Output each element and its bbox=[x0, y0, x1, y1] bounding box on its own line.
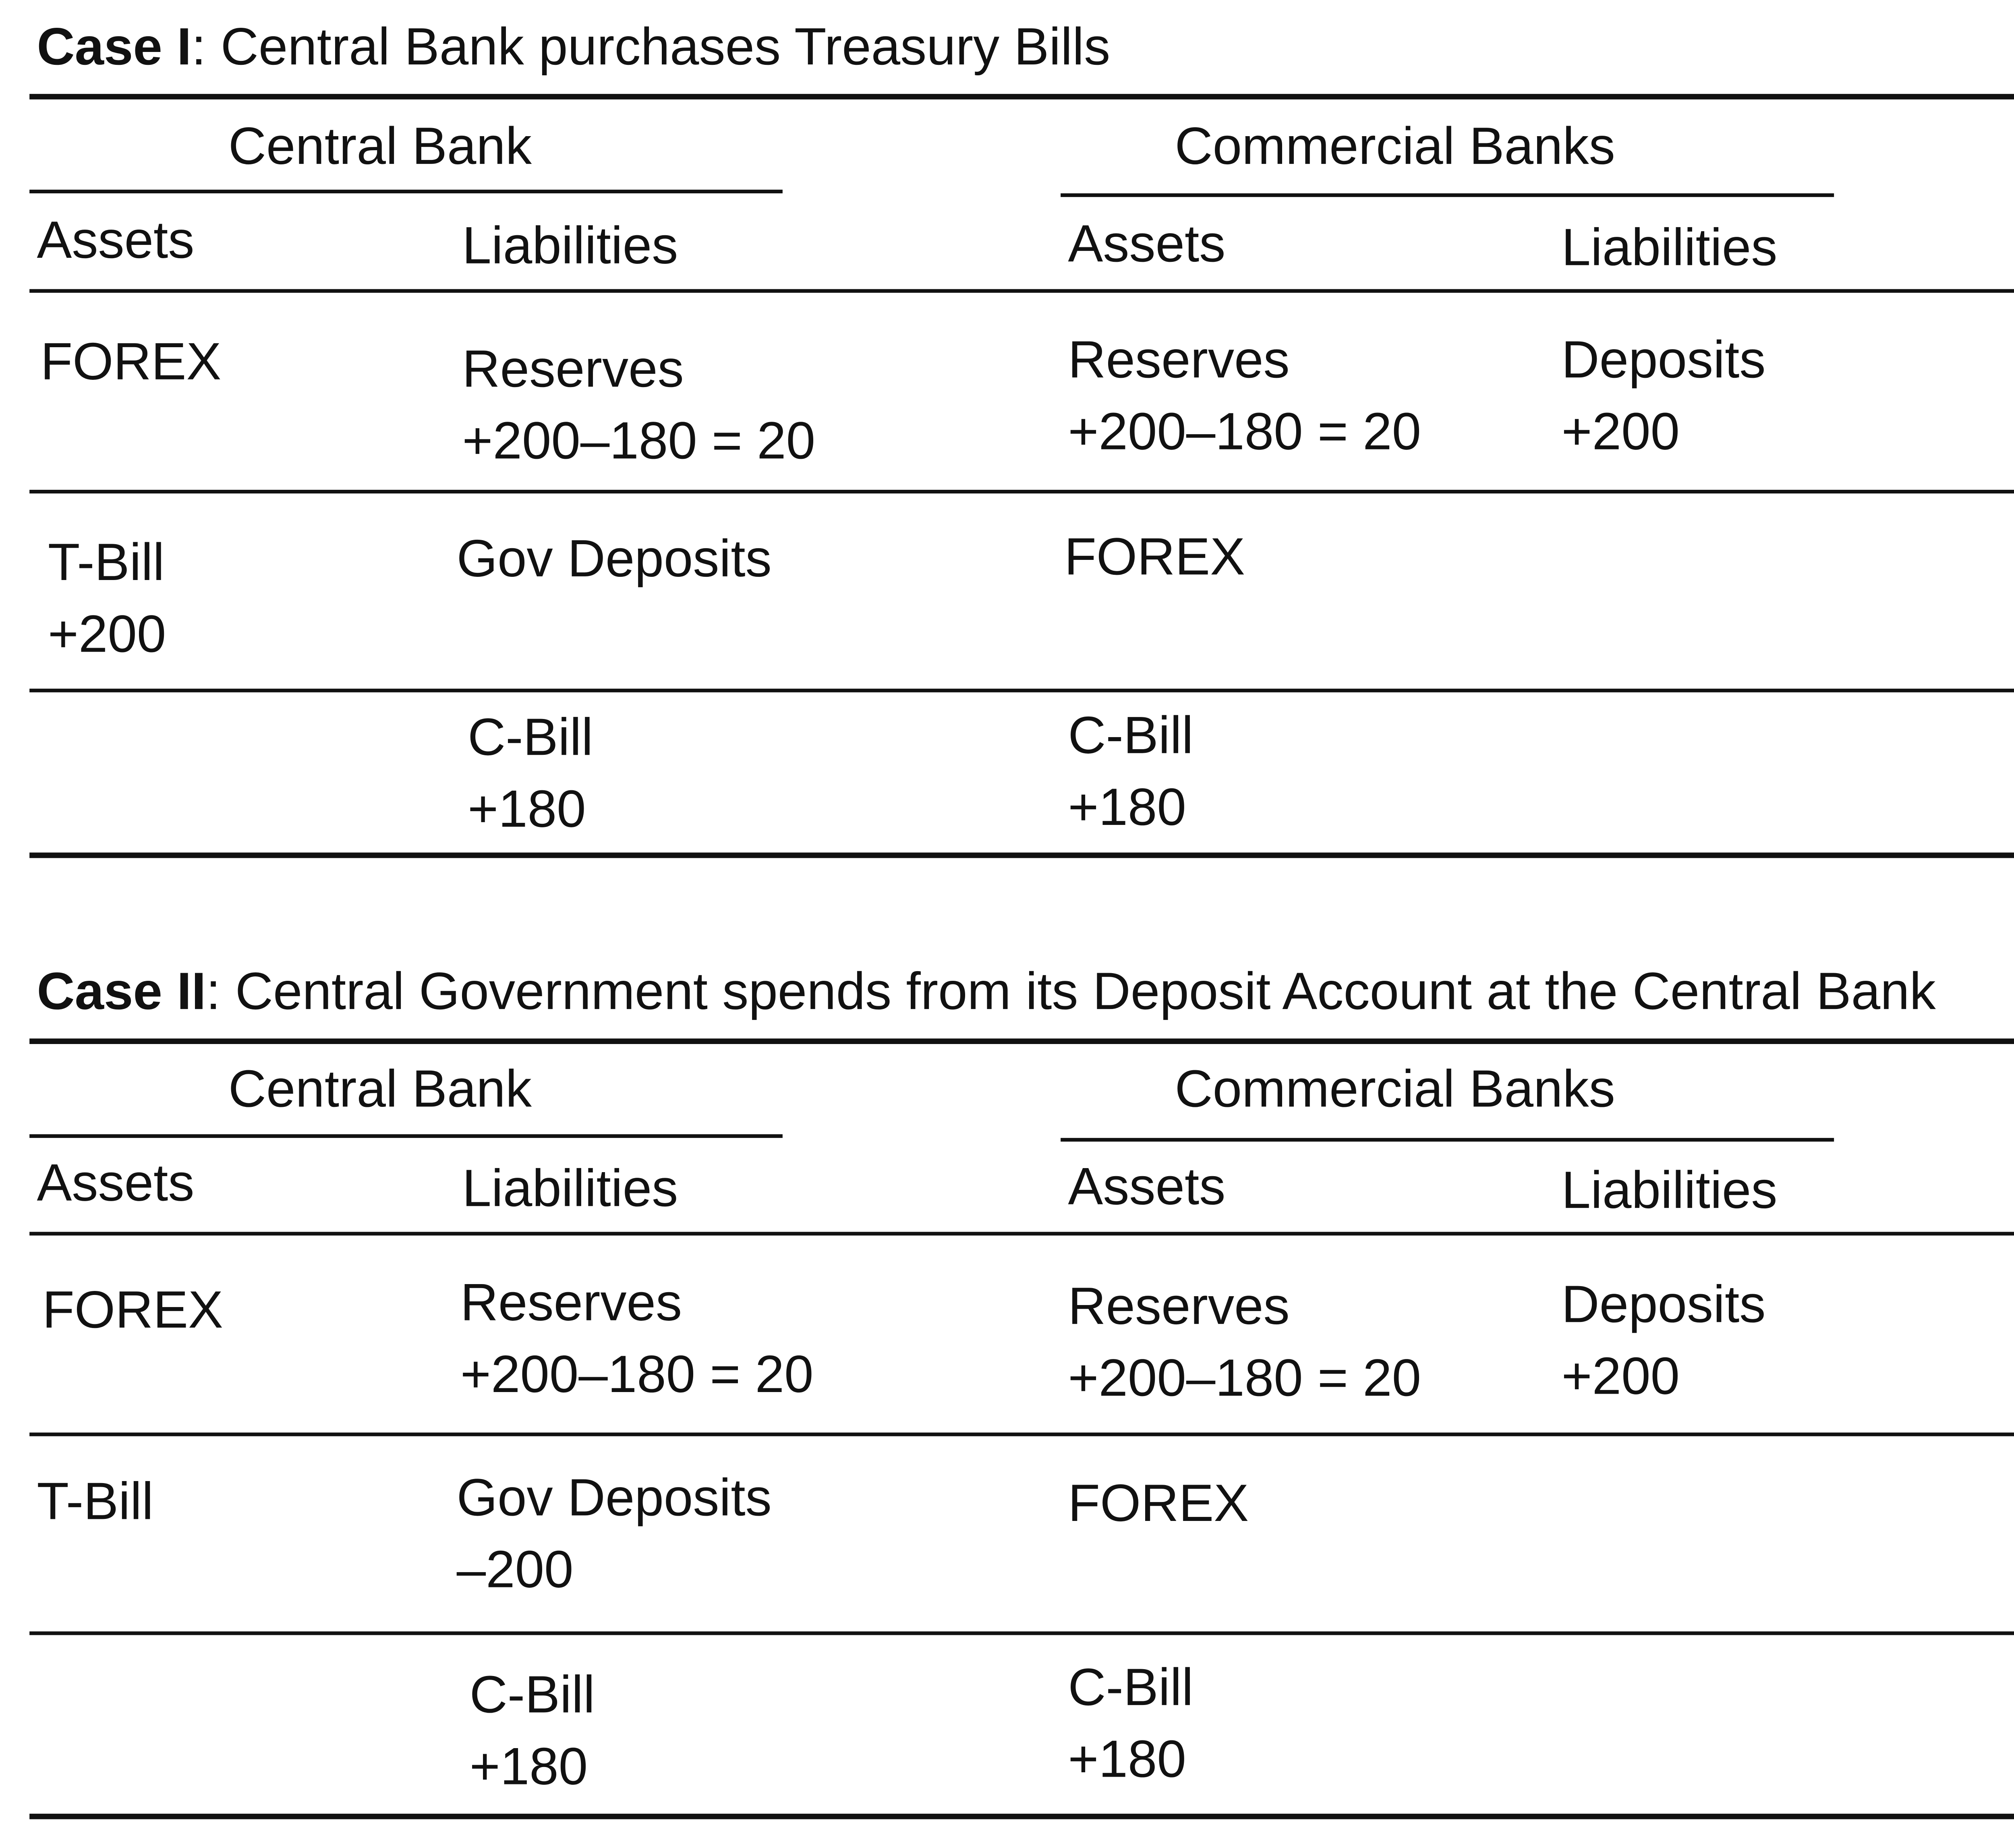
case-1-row-1-rule bbox=[29, 490, 2014, 493]
case-2-row-2-banks-assets: FOREX bbox=[1068, 1475, 1249, 1534]
case-2-row-1-rule bbox=[29, 1433, 2014, 1436]
case-1-title-label: Case I bbox=[37, 18, 192, 77]
case-2-group-commercial-banks: Commercial Banks bbox=[1175, 1061, 1615, 1120]
case-2-cb-liabilities-header: Liabilities bbox=[462, 1160, 678, 1219]
case-1-banks-liabilities-header: Liabilities bbox=[1561, 219, 1778, 278]
case-2-row-2-rule bbox=[29, 1631, 2014, 1635]
case-2-banks-liabilities-header: Liabilities bbox=[1561, 1162, 1778, 1221]
case-1-bottom-rule bbox=[29, 853, 2014, 858]
case-2-row-1-banks-assets: Reserves +200–180 = 20 bbox=[1068, 1278, 1421, 1409]
case-1-row-2-cb-assets: T-Bill +200 bbox=[48, 534, 166, 665]
case-1-group-commercial-banks: Commercial Banks bbox=[1175, 118, 1615, 177]
case-1-row-1-banks-liabilities: Deposits +200 bbox=[1561, 331, 1766, 462]
case-2-row-1-cb-liabilities: Reserves +200–180 = 20 bbox=[460, 1274, 814, 1405]
case-1-group-central-bank: Central Bank bbox=[228, 118, 532, 177]
case-1-row-2-banks-assets: FOREX bbox=[1064, 528, 1245, 588]
case-2-row-2-cb-assets: T-Bill bbox=[37, 1473, 153, 1532]
case-1-top-rule bbox=[29, 94, 2014, 99]
case-2-cb-assets-header: Assets bbox=[37, 1154, 195, 1214]
case-2-title-label: Case II bbox=[37, 963, 206, 1022]
case-1-row-2-cb-liabilities: Gov Deposits bbox=[456, 530, 772, 589]
case-2-commercial-banks-rule bbox=[1061, 1138, 1834, 1142]
case-2-row-1-cb-assets: FOREX bbox=[42, 1281, 223, 1340]
case-1-title-text: : Central Bank purchases Treasury Bills bbox=[191, 18, 1111, 77]
case-2-top-rule bbox=[29, 1038, 2014, 1044]
case-2-banks-assets-header: Assets bbox=[1068, 1158, 1226, 1217]
case-1-header-rule bbox=[29, 289, 2014, 293]
case-2-central-bank-rule bbox=[29, 1134, 783, 1138]
case-1-row-1-banks-assets: Reserves +200–180 = 20 bbox=[1068, 331, 1421, 462]
case-2-bottom-rule bbox=[29, 1814, 2014, 1819]
case-2-row-3-banks-assets: C-Bill +180 bbox=[1068, 1659, 1193, 1790]
case-1-commercial-banks-rule bbox=[1061, 193, 1834, 197]
case-1-row-2-rule bbox=[29, 689, 2014, 692]
case-1-banks-assets-header: Assets bbox=[1068, 215, 1226, 275]
case-1-cb-assets-header: Assets bbox=[37, 211, 195, 271]
case-2-header-rule bbox=[29, 1232, 2014, 1235]
case-1-central-bank-rule bbox=[29, 190, 783, 193]
case-2-row-2-cb-liabilities: Gov Deposits –200 bbox=[456, 1469, 772, 1600]
case-2-group-central-bank: Central Bank bbox=[228, 1061, 532, 1120]
case-1-cb-liabilities-header: Liabilities bbox=[462, 217, 678, 276]
case-1-row-1-cb-liabilities: Reserves +200–180 = 20 bbox=[462, 340, 816, 472]
case-2-row-3-cb-liabilities: C-Bill +180 bbox=[469, 1666, 595, 1797]
case-1-title bbox=[37, 17, 1110, 79]
case-1-row-3-banks-assets: C-Bill +180 bbox=[1068, 707, 1193, 838]
case-2-title bbox=[37, 961, 1935, 1023]
case-2-title-text: : Central Government spends from its Deposit Account at the Central Bank bbox=[206, 963, 1936, 1022]
case-1-row-3-cb-liabilities: C-Bill +180 bbox=[468, 709, 593, 840]
case-2-row-1-banks-liabilities: Deposits +200 bbox=[1561, 1276, 1766, 1407]
case-1-row-1-cb-assets: FOREX bbox=[40, 333, 222, 392]
